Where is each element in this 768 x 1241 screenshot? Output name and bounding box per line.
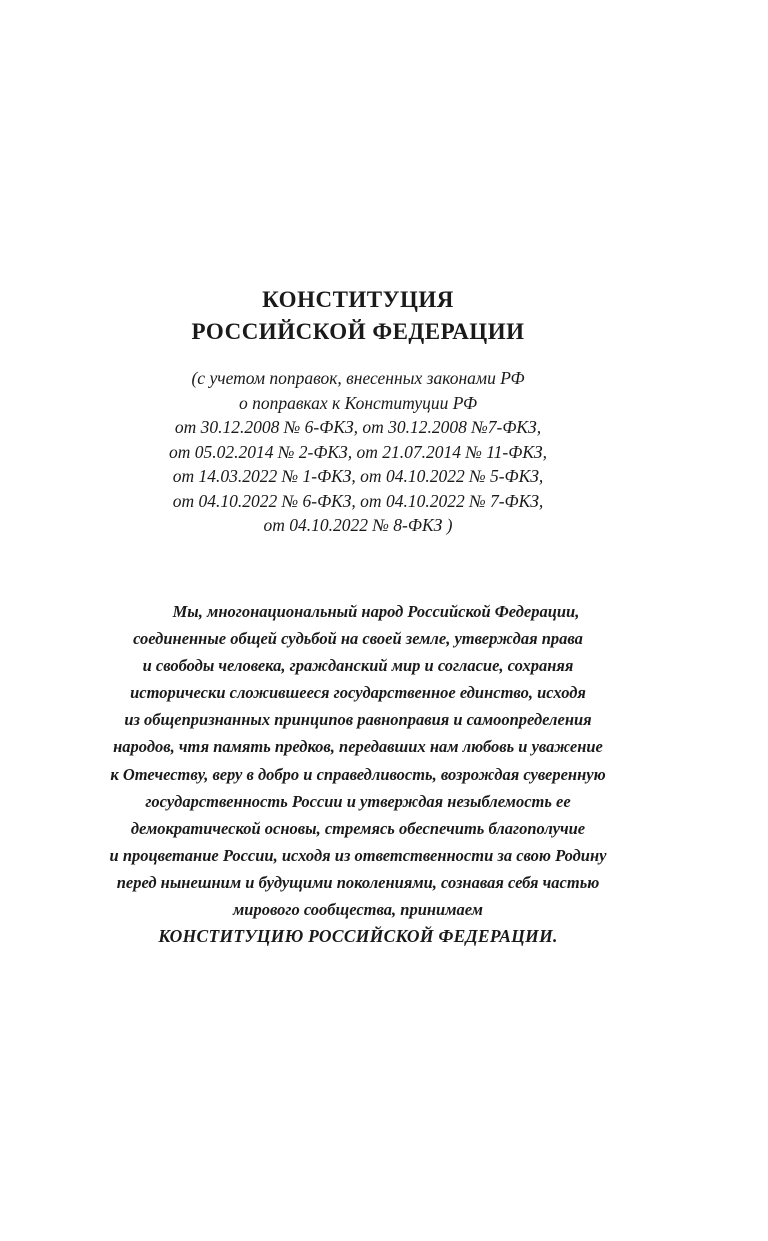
amendments-line: о поправках к Конституции РФ [238, 392, 478, 413]
amendments-note [0, 366, 716, 538]
preamble-line: исторически сложившееся государственное единство, исходя [130, 683, 586, 703]
document-title-line-1: КОНСТИТУЦИЯ [262, 287, 454, 312]
document-title-line-2: РОССИЙСКОЙ ФЕДЕРАЦИИ [191, 319, 525, 344]
preamble-line: соединенные общей судьбой на своей земле, утверждая права [133, 629, 583, 649]
preamble-line: к Отечеству, веру в добро и справедливость, возрождая суверенную [110, 764, 606, 784]
amendments-line: (с учетом поправок, внесенных законами РФ [191, 368, 525, 388]
preamble-line: народов, чтя память предков, передавших нам любовь и уважение [113, 737, 603, 757]
preamble-line: перед нынешним и будущими поколениями, сознавая себя частью [116, 872, 600, 892]
preamble-line: демократической основы, стремясь обеспечить благополучие [130, 818, 586, 838]
preamble [0, 598, 716, 950]
preamble-line: Мы, многонациональный народ Российской Федерации, [172, 602, 580, 621]
amendments-line: от 04.10.2022 № 6-ФКЗ, от 04.10.2022 № 7-ФКЗ, [172, 490, 544, 511]
preamble-line: мирового сообщества, принимаем [233, 900, 483, 920]
amendments-line: от 30.12.2008 № 6-ФКЗ, от 30.12.2008 №7-ФКЗ, [174, 417, 542, 437]
preamble-line: и свободы человека, гражданский мир и согласие, сохраняя [142, 656, 574, 676]
preamble-line: и процветание России, исходя из ответственности за свою Родину [109, 845, 607, 865]
preamble-closing: КОНСТИТУЦИЮ РОССИЙСКОЙ ФЕДЕРАЦИИ. [158, 926, 558, 947]
amendments-line: от 05.02.2014 № 2-ФКЗ, от 21.07.2014 № 11-ФКЗ, [169, 441, 547, 462]
amendments-line: от 04.10.2022 № 8-ФКЗ ) [263, 515, 453, 535]
preamble-line: из общепризнанных принципов равноправия и самоопределения [124, 710, 592, 730]
preamble-line: государственность России и утверждая незыблемость ее [145, 791, 571, 811]
amendments-line: от 14.03.2022 № 1-ФКЗ, от 04.10.2022 № 5-ФКЗ, [172, 466, 544, 486]
